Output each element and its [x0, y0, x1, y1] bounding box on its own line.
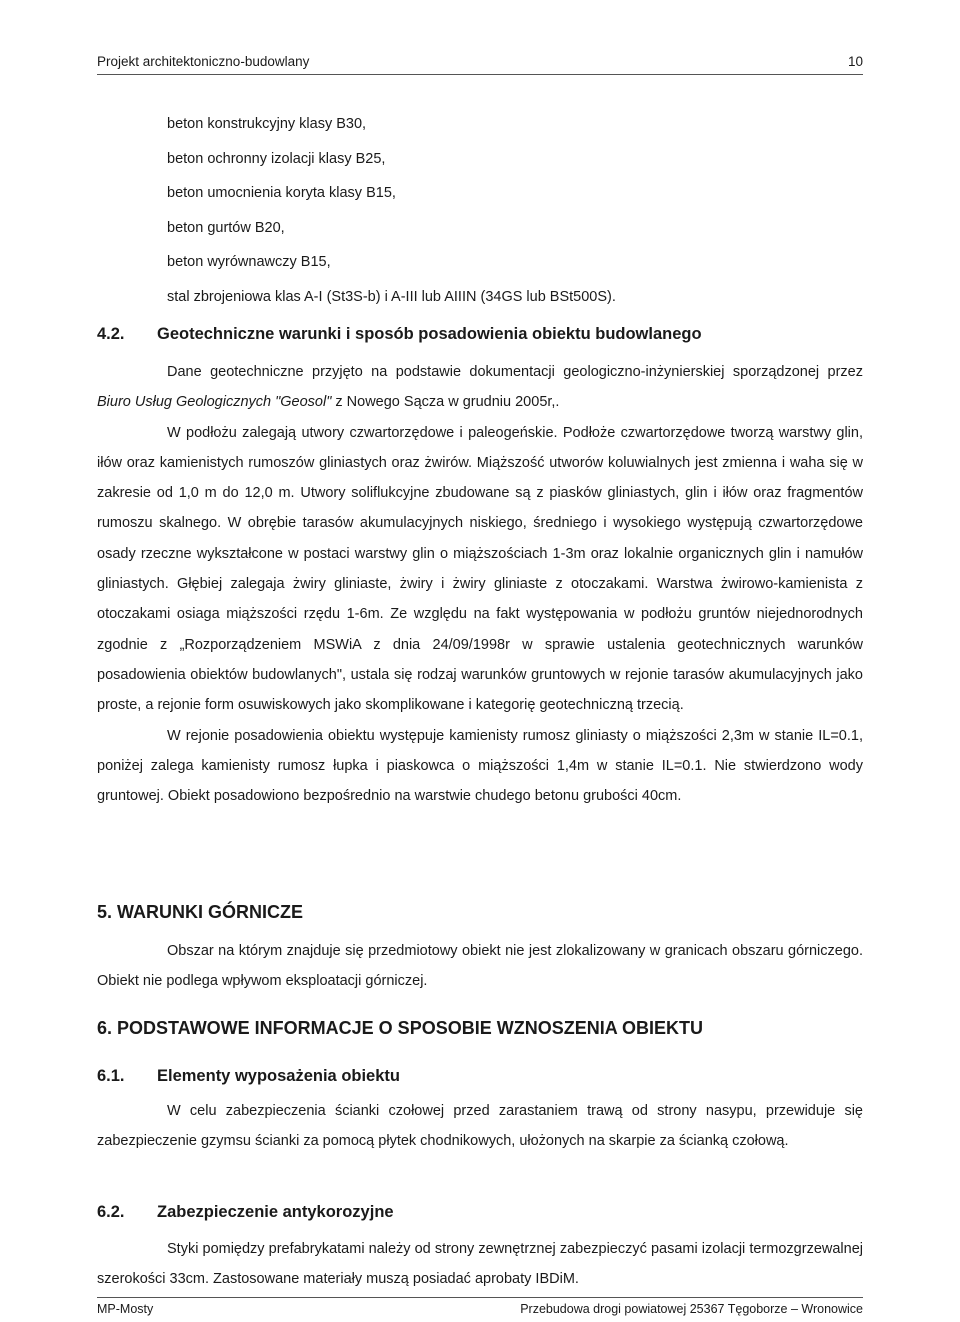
list-item: beton wyrównawczy B15,	[167, 254, 331, 271]
section-6-heading: 6. PODSTAWOWE INFORMACJE O SPOSOBIE WZNOSZENIA OBIEKTU	[97, 1018, 704, 1038]
page-header	[97, 52, 863, 75]
paragraph: Styki pomiędzy prefabrykatami należy od strony zewnętrznej zabezpieczyć pasami izolacji termozgrzewalnej szerokości 33cm. Zastosowane materiały muszą posiadać aprobaty IBDiM.	[97, 1241, 863, 1288]
list-item: stal zbrojeniowa klas A-I (St3S-b) i A-III lub AIIIN (34GS lub BSt500S).	[167, 288, 616, 305]
section-4-2-heading	[97, 325, 797, 349]
section-title: Elementy wyposażenia obiektu	[157, 1067, 400, 1085]
page-number: 10	[847, 54, 863, 69]
footer-company: MP-Mosty	[97, 1302, 154, 1316]
section-number: 4.2.	[97, 325, 125, 343]
section-4-2-body	[97, 357, 863, 811]
paragraph: W podłożu zalegają utwory czwartorzędowe i paleogeńskie. Podłoże czwartorzędowe tworzą warstwy glin, iłów oraz kamienistych rumoszów gliniastych oraz żwirów. Miąższość utworów koluwialnych jest zmienna i waha się w zakresie od 1,0 m do 12,0 m. Utwory soliflukcyjne zbudowane są z piasków gliniastych, glin i iłów oraz fragmentów rumoszu skalnego. W obrębie tarasów akumulacyjnych niskiego, średniego i wysokiego występują czwartorzędowe osady rzeczne wykształcone w postaci warstwy glin o miąższościach 1-3m oraz lokalnie organicznych glin i namułów gliniastych. Głębiej zalegaja żwiry gliniaste, żwiry i żwiry gliniaste z otoczakami. Warstwa żwirowo-kamienista z otoczakami osiaga miąższości rzędu 1-6m. Ze względu na fakt występowania w podłożu gruntów niejednorodnych zgodnie z „Rozporządzeniem MSWiA z dnia 24/09/1998r w sprawie ustalenia geotechnicznych warunków posadowienia obiektów budowlanych", ustala się rodzaj warunków gruntowych w rejonie tarasów akumulacyjnych jako proste, a rejonie form osuwiskowych jako skomplikowane i kategorię geotechniczną trzecią.	[97, 424, 863, 714]
materials-list	[167, 114, 616, 322]
section-number: 6.1.	[97, 1067, 125, 1085]
list-item: beton ochronny izolacji klasy B25,	[167, 150, 386, 167]
emphasis-text: Biuro Usług Geologicznych "Geosol"	[97, 394, 332, 411]
section-6-1-heading	[97, 1067, 797, 1091]
page-footer	[97, 1297, 863, 1318]
paragraph	[97, 357, 863, 418]
paragraph: W celu zabezpieczenia ścianki czołowej przed zarastaniem trawą od strony nasypu, przewiduje się zabezpieczenie gzymsu ścianki za pomocą płytek chodnikowych, ułożonych na skarpie za ścianką czołową.	[97, 1103, 863, 1150]
section-number: 6.2.	[97, 1203, 125, 1221]
section-title: Geotechniczne warunki i sposób posadowienia obiektu budowlanego	[157, 325, 702, 343]
paragraph: W rejonie posadowienia obiektu występuje kamienisty rumosz gliniasty o miąższości 2,3m w stanie IL=0.1, poniżej zalega kamienisty rumosz łupka i piaskowca o miąższości 1,4m w stanie IL=0.1. Nie stwierdzono wody gruntowej. Obiekt posadowiono bezpośrednio na warstwie chudego betonu grubości 40cm.	[97, 727, 863, 805]
section-6-2-body	[97, 1234, 863, 1295]
section-5-body	[97, 936, 863, 997]
paragraph: Obszar na którym znajduje się przedmiotowy obiekt nie jest zlokalizowany w granicach obszaru górniczego. Obiekt nie podlega wpływom eksploatacji górniczej.	[97, 943, 863, 990]
header-title: Projekt architektoniczno-budowlany	[97, 54, 310, 69]
footer-project: Przebudowa drogi powiatowej 25367 Tęgoborze – Wronowice	[520, 1302, 863, 1316]
list-item: beton umocnienia koryta klasy B15,	[167, 185, 396, 202]
paragraph-text: z Nowego Sącza w grudniu 2005r,.	[331, 394, 560, 411]
section-6-1-body	[97, 1096, 863, 1157]
paragraph-text: Dane geotechniczne przyjęto na podstawie dokumentacji geologiczno-inżynierskiej sporządzonej przez	[167, 364, 863, 380]
section-5-heading: 5. WARUNKI GÓRNICZE	[97, 902, 304, 922]
list-item: beton konstrukcyjny klasy B30,	[167, 116, 367, 132]
list-item: beton gurtów B20,	[167, 219, 285, 236]
section-title: Zabezpieczenie antykorozyjne	[157, 1203, 394, 1221]
section-6-2-heading	[97, 1203, 797, 1227]
